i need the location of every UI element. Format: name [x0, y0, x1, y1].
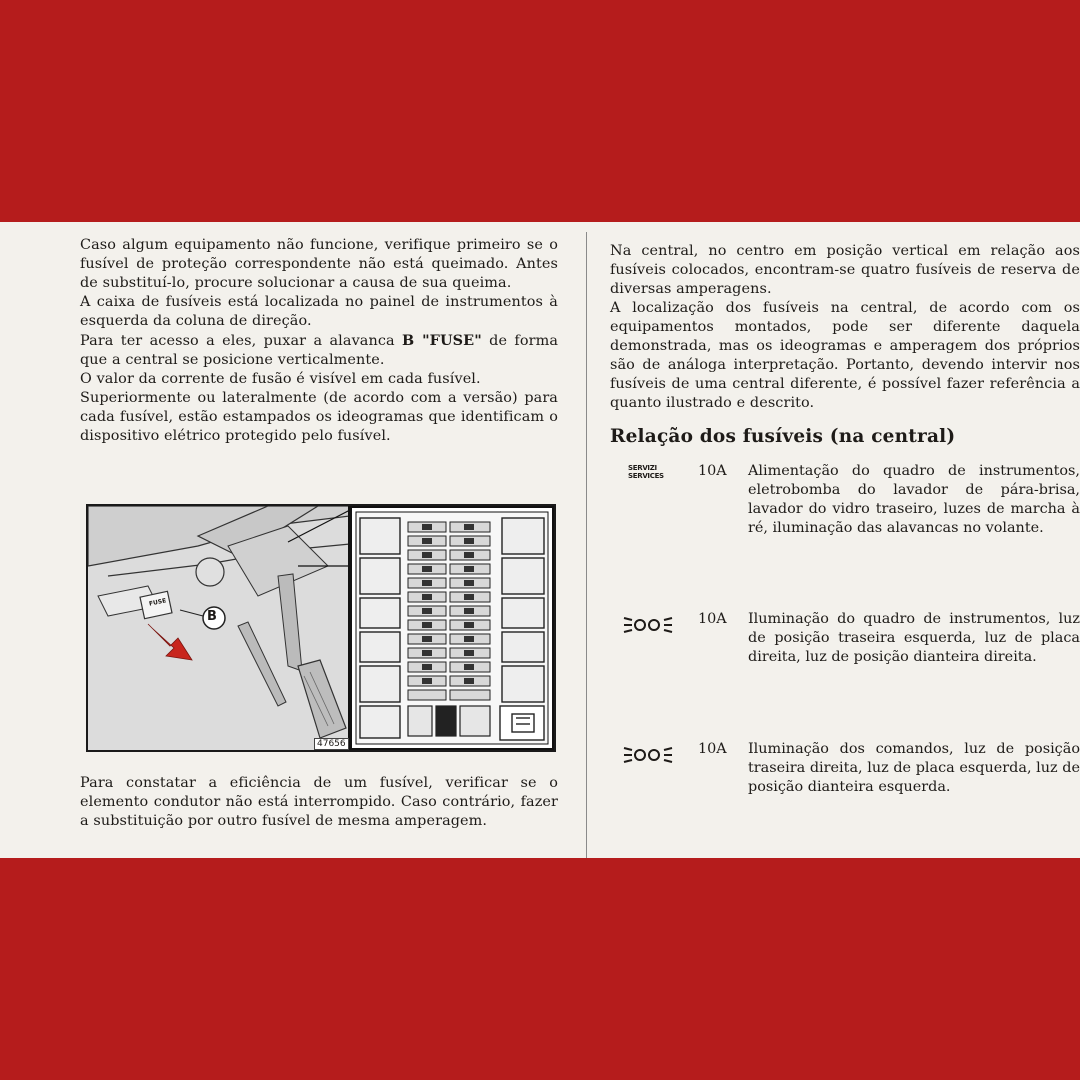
- fuse-lever-label: B "FUSE": [402, 332, 482, 349]
- services-icon-text-2: SERVICES: [628, 472, 664, 480]
- fuse-location-paragraph: A localização dos fusíveis na central, de acordo com os equipamentos montados, pode ser diferente daquela demonstrada, mas os ideogramas e amperagem dos próprios são de análoga interpretação. Portanto, devendo intervir nos fusíveis de uma central diferente, é possível fazer referência a quanto ilustrado e descrito.: [610, 300, 1080, 411]
- figure-code: 47656: [314, 738, 349, 750]
- ideogram-paragraph: Superiormente ou lateralmente (de acordo com a versão) para cada fusível, estão estampados os ideogramas que identificam o dispositivo elétrico protegido pelo fusível.: [80, 390, 558, 444]
- fuse-description: Alimentação do quadro de instrumentos, eletrobomba do lavador de pára-brisa, lavador do vidro traseiro, luzes de marcha à ré, iluminação das alavancas no volante.: [748, 463, 1080, 536]
- intro-paragraph: Caso algum equipamento não funcione, verifique primeiro se o fusível de proteção correspondente não está queimado. Antes de substituí-lo, procure solucionar a causa de sua queima.: [80, 237, 558, 291]
- figure-label-b: B: [207, 609, 217, 624]
- section-title: Relação dos fusíveis (na central): [610, 426, 956, 447]
- fuse-description: Iluminação do quadro de instrumentos, luz de posição traseira esquerda, luz de placa direita, luz de posição dianteira direita.: [748, 611, 1080, 665]
- services-icon: [610, 462, 690, 480]
- services-icon-text-1: SERVIZI: [628, 464, 657, 472]
- access-text-before: Para ter acesso a eles, puxar a alavanca: [80, 333, 403, 349]
- fuse-box-drawing: [88, 506, 554, 750]
- access-paragraph: [80, 331, 558, 370]
- fuse-box-location-paragraph: A caixa de fusíveis está localizada no painel de instrumentos à esquerda da coluna de direção.: [80, 294, 558, 329]
- access-text-after: de forma que a central se posicione verticalmente.: [80, 333, 558, 368]
- position-light-icon: [610, 610, 684, 640]
- fuse-box-illustration: [86, 504, 556, 752]
- current-value-paragraph: O valor da corrente de fusão é visível em cada fusível.: [80, 371, 481, 387]
- left-column: [80, 236, 558, 446]
- column-divider: [586, 232, 587, 858]
- fuse-description: Iluminação dos comandos, luz de posição traseira direita, luz de placa esquerda, luz de posição dianteira esquerda.: [748, 741, 1080, 795]
- manual-page: [0, 222, 1080, 858]
- bottom-paragraph-block: [80, 774, 558, 831]
- fuse-amperage: 10A: [698, 741, 727, 757]
- bottom-paragraph: Para constatar a eficiência de um fusível, verificar se o elemento condutor não está interrompido. Caso contrário, fazer a substituição por outro fusível de mesma amperagem.: [80, 775, 558, 829]
- fuse-amperage: 10A: [698, 611, 727, 627]
- fuse-amperage: 10A: [698, 463, 727, 479]
- right-column: [610, 242, 1080, 413]
- position-light-icon: [610, 740, 684, 770]
- figure-lever-fuse-label: FUSE: [148, 597, 167, 608]
- reserve-fuses-paragraph: Na central, no centro em posição vertical em relação aos fusíveis colocados, encontram-se quatro fusíveis de reserva de diversas amperagens.: [610, 243, 1080, 297]
